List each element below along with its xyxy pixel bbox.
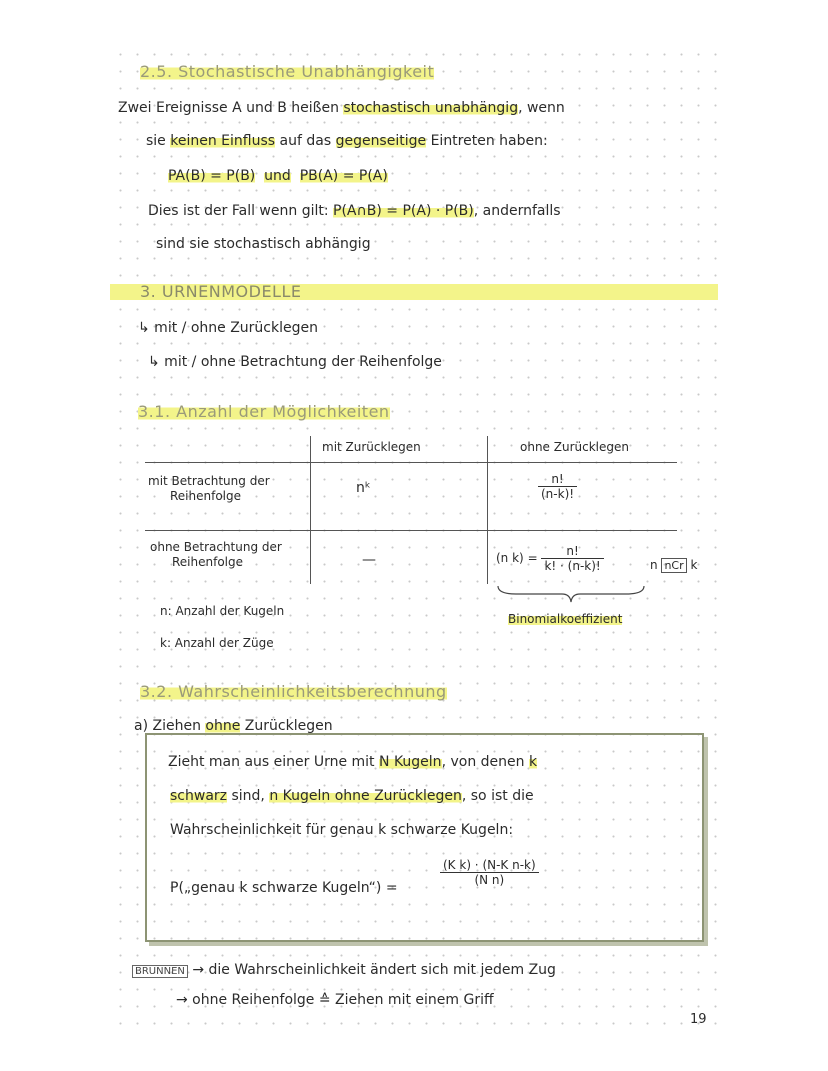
- table-header-with-replacement: mit Zurücklegen: [322, 440, 421, 454]
- section-2-5-title: 2.5. Stochastische Unabhängigkeit: [140, 62, 435, 81]
- section-2-5-line3: Dies ist der Fall wenn gilt: P(A∩B) = P(A) · P(B), andernfalls: [148, 203, 561, 219]
- legend-n: n: Anzahl der Kugeln: [160, 604, 285, 618]
- row2-label: ohne Betrachtung der Reihenfolge: [150, 540, 282, 569]
- independence-formula: PA(B) = P(B) und PB(A) = P(A): [168, 168, 388, 184]
- binomial-brace: [496, 584, 646, 604]
- row1-label: mit Betrachtung der Reihenfolge: [148, 474, 270, 503]
- box-line2: schwarz sind, n Kugeln ohne Zurücklegen, so ist die: [170, 788, 534, 804]
- note-line1: BRUNNEN → die Wahrscheinlichkeit ändert sich mit jedem Zug: [132, 962, 556, 978]
- section-3-item2: ↳ mit / ohne Betrachtung der Reihenfolge: [148, 354, 442, 370]
- box-line1: Zieht man aus einer Urne mit N Kugeln, von denen k: [168, 754, 538, 770]
- section-3-2-title: 3.2. Wahrscheinlichkeitsberechnung: [140, 682, 447, 701]
- row1-with-replacement: nᵏ: [356, 480, 371, 496]
- page-number: 19: [690, 1012, 707, 1027]
- brunnen-logo: BRUNNEN: [132, 965, 188, 978]
- section-2-5-line2: sie keinen Einfluss auf das gegenseitige Eintreten haben:: [146, 133, 548, 149]
- section-3-item1: ↳ mit / ohne Zurücklegen: [138, 320, 318, 336]
- table-header-without-replacement: ohne Zurücklegen: [520, 440, 629, 454]
- section-2-5-line4: sind sie stochastisch abhängig: [156, 236, 371, 252]
- hypergeometric-formula-fraction: $\frac{\text{(K k) · (N-K n-k)}}{\text{(N n)}}$: [440, 858, 539, 887]
- table-line-top: [145, 462, 677, 463]
- table-line-middle: [145, 530, 677, 531]
- box-line3: Wahrscheinlichkeit für genau k schwarze Kugeln:: [170, 822, 514, 838]
- table-divider-2: [487, 436, 488, 584]
- binomial-coefficient-label: Binomialkoeffizient: [508, 612, 623, 626]
- legend-k: k: Anzahl der Züge: [160, 636, 274, 650]
- table-divider-1: [310, 436, 311, 584]
- section-2-5-line1: Zwei Ereignisse A und B heißen stochastisch unabhängig, wenn: [118, 100, 565, 116]
- section-3-1-title: 3.1. Anzahl der Möglichkeiten: [138, 402, 390, 421]
- section-3-title: 3. URNENMODELLE: [140, 282, 302, 301]
- note-line2: → ohne Reihenfolge ≙ Ziehen mit einem Griff: [176, 992, 494, 1008]
- row2-without-replacement: (n k) = $\frac{n!}{k! \cdot (n-k)!}$: [496, 544, 604, 573]
- row2-with-replacement: —: [362, 552, 376, 568]
- subsection-a-title: a) Ziehen ohne Zurücklegen: [134, 718, 333, 734]
- row1-without-replacement: $\frac{n!}{(n-k)!}$: [538, 472, 577, 501]
- ncr-note: n nCr k: [650, 558, 698, 572]
- hypergeometric-formula-lhs: P(„genau k schwarze Kugeln“) =: [170, 880, 398, 896]
